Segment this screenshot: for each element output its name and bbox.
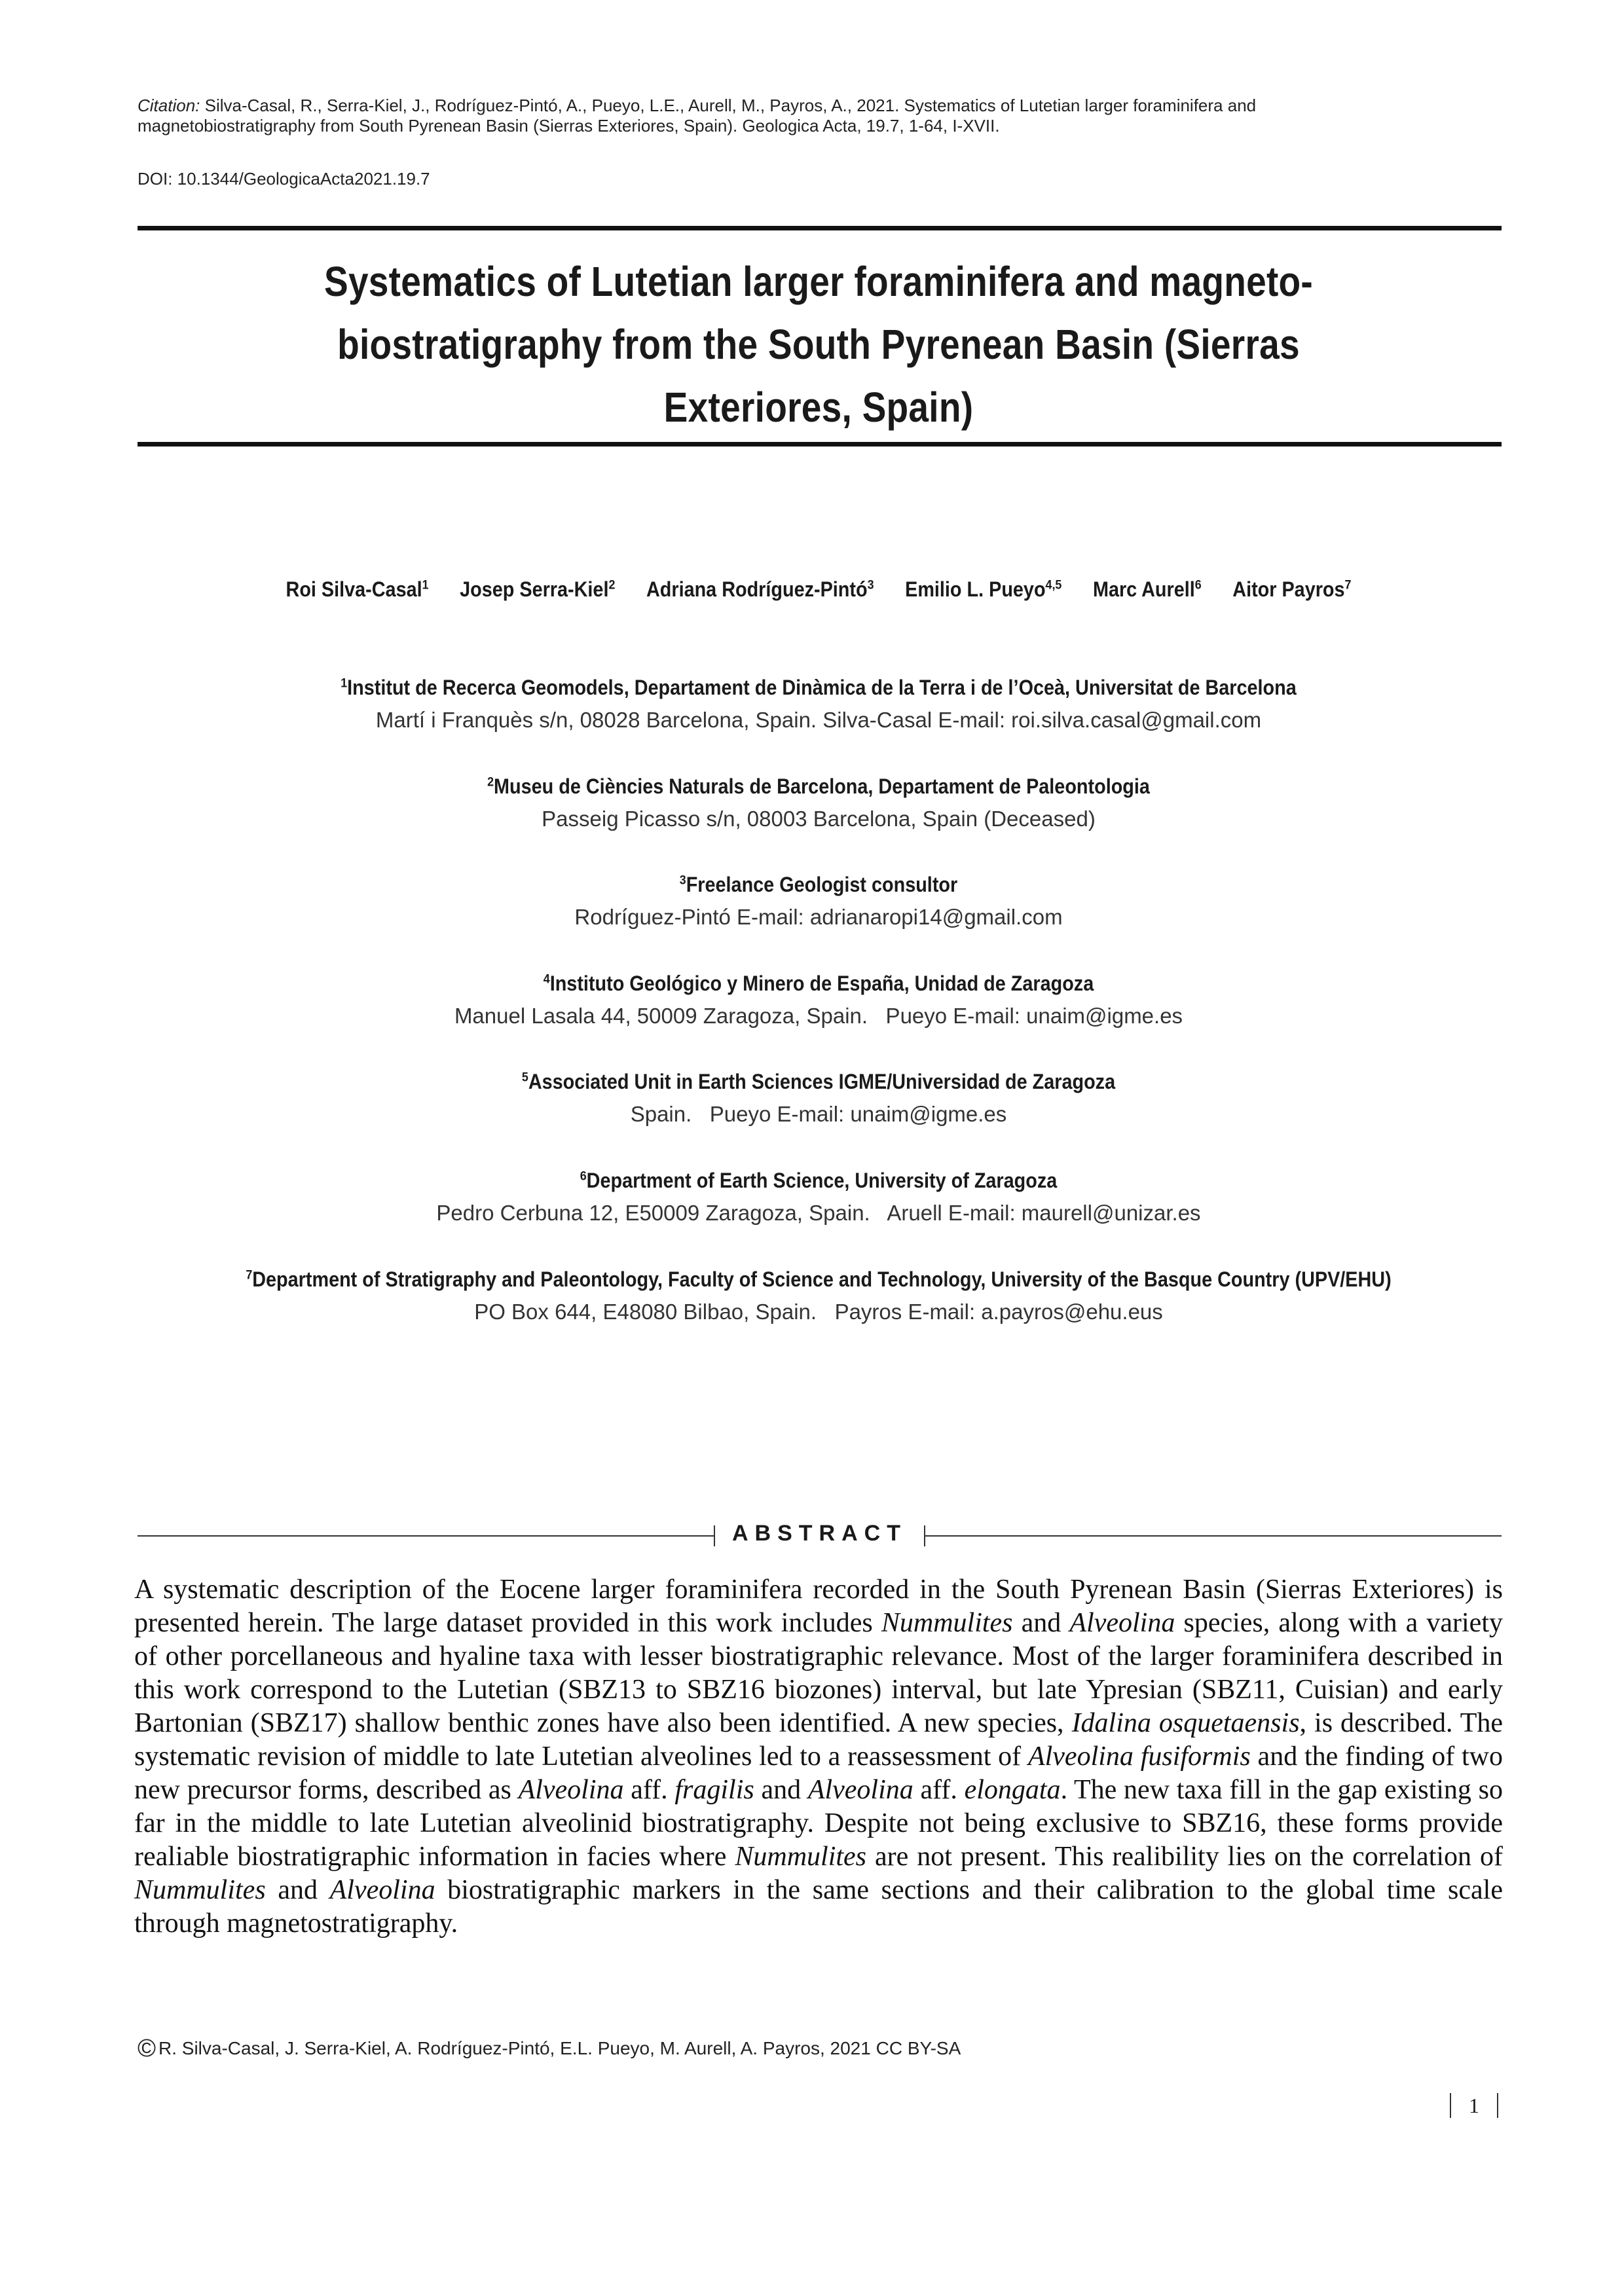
taxon-name: Alveolina fusiformis bbox=[1027, 1741, 1251, 1772]
taxon-name: Alveolina bbox=[329, 1875, 435, 1905]
affiliation-name bbox=[141, 1065, 1496, 1098]
affiliation-name-text: Institut de Recerca Geomodels, Departament de Dinàmica de la Terra i de l’Oceà, Universitat de Barcelona bbox=[347, 676, 1297, 699]
citation-lead: Citation: bbox=[138, 96, 200, 115]
affiliation-address: Manuel Lasala 44, 50009 Zaragoza, Spain. Pueyo E-mail: unaim@igme.es bbox=[454, 1004, 1183, 1028]
abstract-text: and the finding of two new precursor forms, described as bbox=[134, 1741, 1504, 1805]
affiliation-name-text: Department of Stratigraphy and Paleontology, Faculty of Science and Technology, University of the Basque Country (UPV/EHU) bbox=[252, 1267, 1392, 1291]
author-name: Emilio L. Pueyo bbox=[905, 577, 1046, 601]
affiliation bbox=[65, 967, 1572, 1032]
title-top-rule bbox=[138, 226, 1502, 230]
taxon-name: Alveolina bbox=[1069, 1608, 1175, 1638]
abstract-text: and bbox=[754, 1775, 808, 1805]
taxon-name: Idalina osquetaensis bbox=[1071, 1708, 1300, 1738]
abstract-text: aff. bbox=[623, 1775, 675, 1805]
abstract-body bbox=[134, 1573, 1503, 1941]
affiliation bbox=[65, 770, 1572, 835]
affiliation-number: 3 bbox=[679, 873, 686, 888]
affiliation-address: PO Box 644, E48080 Bilbao, Spain. Payros E-mail: a.payros@ehu.eus bbox=[474, 1300, 1163, 1324]
author-affil-mark: 4,5 bbox=[1045, 577, 1062, 592]
taxon-name: Alveolina bbox=[807, 1775, 913, 1805]
affiliation-name-text: Associated Unit in Earth Sciences IGME/Universidad de Zaragoza bbox=[528, 1070, 1116, 1093]
affiliation-name-text: Museu de Ciències Naturals de Barcelona, Departament de Paleontologia bbox=[494, 774, 1150, 798]
author-name: Marc Aurell bbox=[1092, 577, 1195, 601]
author bbox=[1232, 577, 1351, 602]
copyright-icon: © bbox=[138, 2035, 156, 2062]
affiliation-name-text: Instituto Geológico y Minero de España, Unidad de Zaragoza bbox=[549, 972, 1094, 995]
author bbox=[646, 577, 874, 602]
affiliation bbox=[65, 1164, 1572, 1230]
affiliation-name bbox=[141, 1164, 1496, 1197]
abstract-text: , is described. The systematic revision of middle to late Lutetian alveolines led to a reassessment of bbox=[134, 1708, 1503, 1772]
affiliation bbox=[65, 671, 1572, 737]
affiliation-name bbox=[141, 770, 1496, 803]
affiliation-name-text: Freelance Geologist consultor bbox=[686, 873, 958, 896]
affiliation-name bbox=[141, 671, 1496, 704]
abstract-heading-label: ABSTRACT bbox=[732, 1521, 907, 1546]
author-name: Aitor Payros bbox=[1232, 577, 1345, 601]
affiliation-address: Spain. Pueyo E-mail: unaim@igme.es bbox=[630, 1102, 1007, 1126]
doi: DOI: 10.1344/GeologicaActa2021.19.7 bbox=[138, 169, 430, 189]
author-affil-mark: 7 bbox=[1344, 577, 1352, 592]
author-name: Roi Silva-Casal bbox=[286, 577, 422, 601]
page-number-bar-left bbox=[1450, 2093, 1451, 2118]
abstract-text: and bbox=[1012, 1608, 1070, 1638]
affiliation-address: Passeig Picasso s/n, 08003 Barcelona, Spain (Deceased) bbox=[542, 807, 1096, 831]
taxon-name: fragilis bbox=[674, 1775, 754, 1805]
affiliation-number: 5 bbox=[521, 1070, 528, 1085]
author bbox=[460, 577, 615, 602]
affiliation-name-text: Department of Earth Science, University of Zaragoza bbox=[586, 1169, 1058, 1192]
title-bottom-rule bbox=[138, 442, 1502, 446]
page-number-value: 1 bbox=[1469, 2094, 1479, 2117]
affiliation bbox=[65, 1263, 1572, 1328]
affiliation-name bbox=[141, 1263, 1496, 1296]
affiliation-number: 2 bbox=[487, 774, 494, 790]
affiliation-address: Pedro Cerbuna 12, E50009 Zaragoza, Spain. Aruell E-mail: maurell@unizar.es bbox=[436, 1201, 1201, 1225]
page-number bbox=[1445, 2092, 1504, 2119]
author bbox=[905, 577, 1061, 602]
citation bbox=[138, 96, 1290, 136]
taxon-name: Nummulites bbox=[735, 1842, 867, 1872]
abstract-text: biostratigraphic markers in the same sections and their calibration to the global time scale through magnetostratigraphy. bbox=[134, 1875, 1503, 1939]
copyright-notice bbox=[138, 2035, 961, 2063]
citation-text: Silva-Casal, R., Serra-Kiel, J., Rodríguez-Pintó, A., Pueyo, L.E., Aurell, M., Payros, A., 2021. Systematics of Lutetian larger foraminifera and magnetobiostratigraphy from South Pyrenean Basin (Sierras Exteriores, Spain). Geologica Acta, 19.7, 1-64, I-XVII. bbox=[138, 96, 1257, 136]
page-number-bar-right bbox=[1497, 2093, 1498, 2118]
abstract-heading bbox=[138, 1518, 1502, 1554]
affiliation-number: 1 bbox=[341, 676, 348, 691]
author-affil-mark: 2 bbox=[608, 577, 616, 592]
affiliation bbox=[65, 868, 1572, 934]
taxon-name: Nummulites bbox=[881, 1608, 1013, 1638]
affiliation-address: Martí i Franquès s/n, 08028 Barcelona, Spain. Silva-Casal E-mail: roi.silva.casal@gmail.com bbox=[375, 708, 1262, 732]
taxon-name: elongata bbox=[964, 1775, 1061, 1805]
author-list bbox=[170, 577, 1467, 602]
abstract-rule-right bbox=[925, 1535, 1502, 1537]
author-name: Adriana Rodríguez-Pintó bbox=[646, 577, 868, 601]
author-affil-mark: 3 bbox=[867, 577, 874, 592]
author-affil-mark: 1 bbox=[422, 577, 429, 592]
copyright-text: R. Silva-Casal, J. Serra-Kiel, A. Rodríguez-Pintó, E.L. Pueyo, M. Aurell, A. Payros, 2021 CC BY-SA bbox=[158, 2038, 961, 2058]
author bbox=[1093, 577, 1202, 602]
author bbox=[286, 577, 429, 602]
abstract-text: are not present. This realibility lies on the correlation of bbox=[866, 1842, 1503, 1872]
taxon-name: Nummulites bbox=[134, 1875, 266, 1905]
affiliation-name bbox=[141, 967, 1496, 1000]
author-affil-mark: 6 bbox=[1194, 577, 1202, 592]
abstract-text: A systematic description of the Eocene larger foraminifera recorded in the South Pyrenean Basin (Sierras Exteriores) is presented herein. The large dataset provided in this work includes bbox=[134, 1575, 1503, 1638]
title-line-1: Systematics of Lutetian larger foraminifera and magneto- bbox=[323, 258, 1314, 305]
abstract-text: and bbox=[265, 1875, 330, 1905]
author-name: Josep Serra-Kiel bbox=[460, 577, 609, 601]
title-line-3: Exteriores, Spain) bbox=[663, 384, 974, 431]
affiliation-number: 6 bbox=[580, 1169, 587, 1184]
abstract-text: aff. bbox=[913, 1775, 965, 1805]
affiliation-number: 4 bbox=[543, 972, 550, 987]
abstract-text: . The new taxa fill in the gap existing so far in the middle to late Lutetian alveolinid biostratigraphy. Despite not being exclusive to SBZ16, these forms provide realiable biostratigraphic information in facies where bbox=[134, 1775, 1503, 1872]
paper-title bbox=[284, 250, 1354, 439]
taxon-name: Alveolina bbox=[518, 1775, 624, 1805]
affiliation bbox=[65, 1065, 1572, 1131]
abstract-text: species, along with a variety of other porcellaneous and hyaline taxa with lesser biostratigraphic relevance. Most of the larger foraminifera described in this work correspond to the Lutetian (SBZ13 to SBZ16 biozones) interval, but late Ypresian (SBZ11, Cuisian) and early Bartonian (SBZ17) shallow benthic zones have also been identified. A new species, bbox=[134, 1608, 1503, 1738]
title-line-2: biostratigraphy from the South Pyrenean Basin (Sierras bbox=[337, 321, 1300, 368]
affiliation-number: 7 bbox=[246, 1267, 253, 1283]
affiliation-name bbox=[141, 868, 1496, 901]
affiliation-address: Rodríguez-Pintó E-mail: adrianaropi14@gmail.com bbox=[574, 905, 1063, 929]
